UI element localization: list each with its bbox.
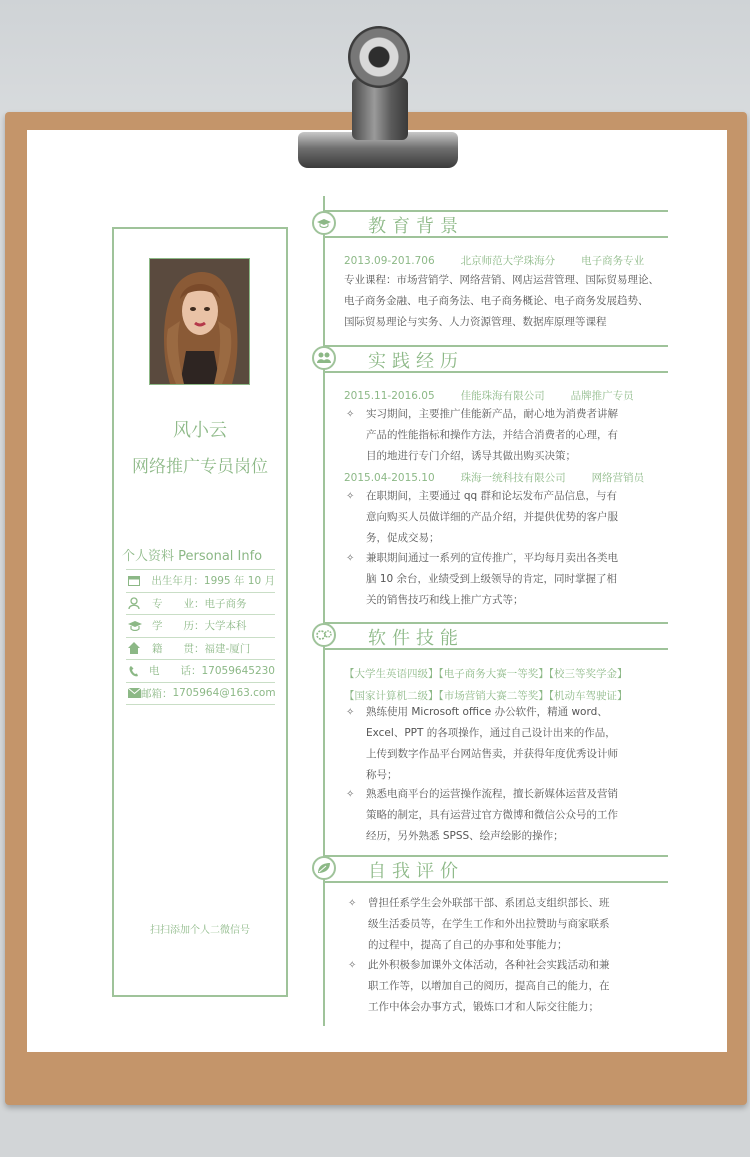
job-1-item-1: ✧ 实习期间，主要推广佳能新产品，耐心地为消费者讲解 产品的性能指标和操作方法，并结合消费者的心理，有 目的地进行专门介绍，诱导其做出购买决策；	[366, 404, 666, 467]
candidate-name: 风小云	[173, 420, 227, 441]
diamond-bullet-icon: ✧	[348, 960, 357, 971]
target-position: 网络推广专员岗位	[132, 457, 268, 477]
education-meta: 2013.09-201.706 北京师范大学珠海分 电子商务专业	[344, 255, 645, 267]
skill-item-1: ✧ 熟练使用 Microsoft office 办公软件，精通 word、 Excel、PPT 的各项操作，通过自己设计出来的作品， 上传到数字作品平台网站售卖，并获得年度优秀设计师 称号；	[366, 702, 666, 786]
mail-icon	[126, 688, 141, 698]
section-experience	[312, 345, 668, 373]
graduation-icon	[126, 620, 152, 631]
info-row-degree: 学 历： 大学本科	[126, 615, 275, 638]
diamond-bullet-icon: ✧	[346, 491, 355, 502]
skill-item-2: ✧ 熟悉电商平台的运营操作流程，擅长新媒体运营及营销 策略的制定，具有运营过官方微博和微信公众号的工作 经历，另外熟悉 SPSS、绘声绘影的操作；	[366, 784, 666, 847]
clip-ring	[348, 26, 410, 88]
job-2-item-2: ✧ 兼职期间通过一系列的宣传推广，平均每月卖出各类电 脑 10 余台，业绩受到上级领导的肯定，同时掌握了相 关的销售技巧和线上推广方式等；	[366, 548, 666, 611]
job-2-meta: 2015.04-2015.10 珠海一统科技有限公司 网络营销员	[344, 472, 645, 484]
phone-icon	[126, 665, 149, 677]
section-title: 自我评价	[368, 861, 464, 882]
job-2-item-1: ✧ 在职期间，主要通过 qq 群和论坛发布产品信息，与有 意向购买人员做详细的产品介绍，并提供优势的客户服 务，促成交易；	[366, 486, 666, 549]
people-icon	[312, 346, 336, 370]
info-row-major: 专 业： 电子商务	[126, 593, 275, 616]
diamond-bullet-icon: ✧	[346, 553, 355, 564]
info-row-email: 邮箱： 1705964@163.com	[126, 683, 275, 706]
personal-info-title: 个人资料 Personal Info	[122, 549, 263, 564]
section-title: 教育背景	[368, 216, 464, 237]
graduation-cap-icon	[312, 211, 336, 235]
gears-icon	[312, 623, 336, 647]
profile-photo	[149, 258, 250, 385]
info-row-birth: 出生年月： 1995 年 10 月	[126, 569, 275, 593]
home-icon	[126, 642, 152, 654]
section-skills	[312, 622, 668, 650]
leaf-icon	[312, 856, 336, 880]
personal-info-list	[126, 569, 275, 705]
qr-caption: 扫扫添加个人二微信号	[150, 925, 250, 936]
info-row-hometown: 籍 贯： 福建-厦门	[126, 638, 275, 661]
section-education	[312, 210, 668, 238]
diamond-bullet-icon: ✧	[346, 789, 355, 800]
diamond-bullet-icon: ✧	[346, 409, 355, 420]
timeline-line	[323, 196, 325, 1026]
certificates: 【大学生英语四级】【电子商务大赛一等奖】【校三等奖学金】 【国家计算机二级】【市场营销大赛二等奖】【机动车驾驶证】	[344, 668, 628, 702]
self-eval-item-1: ✧ 曾担任系学生会外联部干部、系团总支组织部长、班 级生活委员等，在学生工作和外出拉赞助与商家联系 的过程中，提高了自己的办事和处事能力；	[368, 893, 668, 956]
diamond-bullet-icon: ✧	[346, 707, 355, 718]
job-1-meta: 2015.11-2016.05 佳能珠海有限公司 品牌推广专员	[344, 390, 634, 402]
info-row-phone: 电 话： 17059645230	[126, 660, 275, 683]
section-title: 实践经历	[368, 351, 464, 372]
education-courses: 专业课程：市场营销学、网络营销、网店运营管理、国际贸易理论、 电子商务金融、电子商务法、电子商务概论、电子商务发展趋势、 国际贸易理论与实务、人力资源管理、数据库原理等课程	[344, 274, 659, 328]
diamond-bullet-icon: ✧	[348, 898, 357, 909]
user-icon	[126, 597, 152, 609]
calendar-icon	[126, 575, 151, 586]
section-title: 软件技能	[368, 628, 464, 649]
self-eval-item-2: ✧ 此外积极参加课外文体活动，各种社会实践活动和兼 职工作等，以增加自己的阅历，提高自己的能力，在 工作中体会办事方式，锻炼口才和人际交往能力；	[368, 955, 668, 1018]
section-self-evaluation	[312, 855, 668, 883]
